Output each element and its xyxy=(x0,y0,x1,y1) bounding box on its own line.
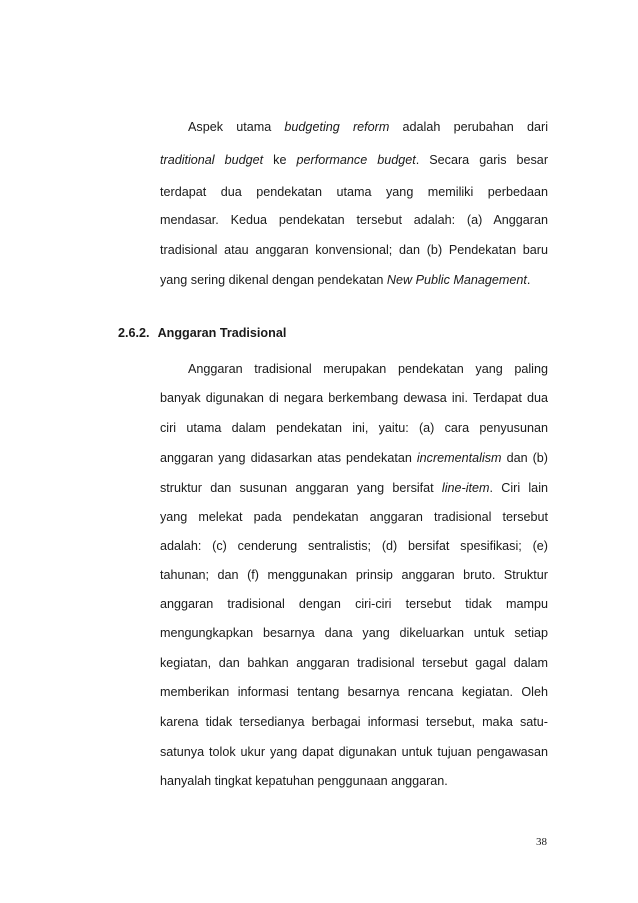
paragraph2-line-13: karena tidak tersedianya berbagai informasi tersebut, maka satu- xyxy=(160,715,548,729)
paragraph2-line-14: satunya tolok ukur yang dapat digunakan untuk tujuan pengawasan xyxy=(160,745,548,759)
paragraph2-line-2: banyak digunakan di negara berkembang dewasa ini. Terdapat dua xyxy=(160,391,548,405)
paragraph1-line-3: terdapat dua pendekatan utama yang memiliki perbedaan xyxy=(160,185,548,199)
paragraph2-line-12: memberikan informasi tentang besarnya rencana kegiatan. Oleh xyxy=(160,685,548,699)
paragraph2-line-15: hanyalah tingkat kepatuhan penggunaan anggaran. xyxy=(160,774,448,788)
paragraph2-line-6: yang melekat pada pendekatan anggaran tradisional tersebut xyxy=(160,510,548,524)
paragraph1-line-2: traditional budget ke performance budget. Secara garis besar xyxy=(160,153,549,167)
section-title: Anggaran Tradisional xyxy=(157,326,287,340)
paragraph2-line-11: kegiatan, dan bahkan anggaran tradisional tersebut gagal dalam xyxy=(160,656,548,670)
paragraph1-line-1: Aspek utama budgeting reform adalah perubahan dari xyxy=(188,120,548,134)
page-number: 38 xyxy=(536,836,547,848)
paragraph2-line-3: ciri utama dalam pendekatan ini, yaitu: (a) cara penyusunan xyxy=(160,421,548,435)
paragraph2-line-10: mengungkapkan besarnya dana yang dikeluarkan untuk setiap xyxy=(160,626,548,640)
paragraph2-line-7: adalah: (c) cenderung sentralistis; (d) bersifat spesifikasi; (e) xyxy=(160,539,548,553)
paragraph2-line-5: struktur dan susunan anggaran yang bersifat line-item. Ciri lain xyxy=(160,481,548,495)
section-heading xyxy=(118,326,286,340)
paragraph2-line-8: tahunan; dan (f) menggunakan prinsip anggaran bruto. Struktur xyxy=(160,568,548,582)
paragraph1-line-4: mendasar. Kedua pendekatan tersebut adalah: (a) Anggaran xyxy=(160,213,548,227)
paragraph2-line-1: Anggaran tradisional merupakan pendekatan yang paling xyxy=(188,362,548,376)
paragraph1-line-6: yang sering dikenal dengan pendekatan New Public Management. xyxy=(160,273,531,287)
paragraph1-line-5: tradisional atau anggaran konvensional; dan (b) Pendekatan baru xyxy=(160,243,548,257)
paragraph2-line-9: anggaran tradisional dengan ciri-ciri tersebut tidak mampu xyxy=(160,597,548,611)
section-number: 2.6.2. xyxy=(118,326,150,340)
paragraph2-line-4: anggaran yang didasarkan atas pendekatan incrementalism dan (b) xyxy=(160,451,548,465)
